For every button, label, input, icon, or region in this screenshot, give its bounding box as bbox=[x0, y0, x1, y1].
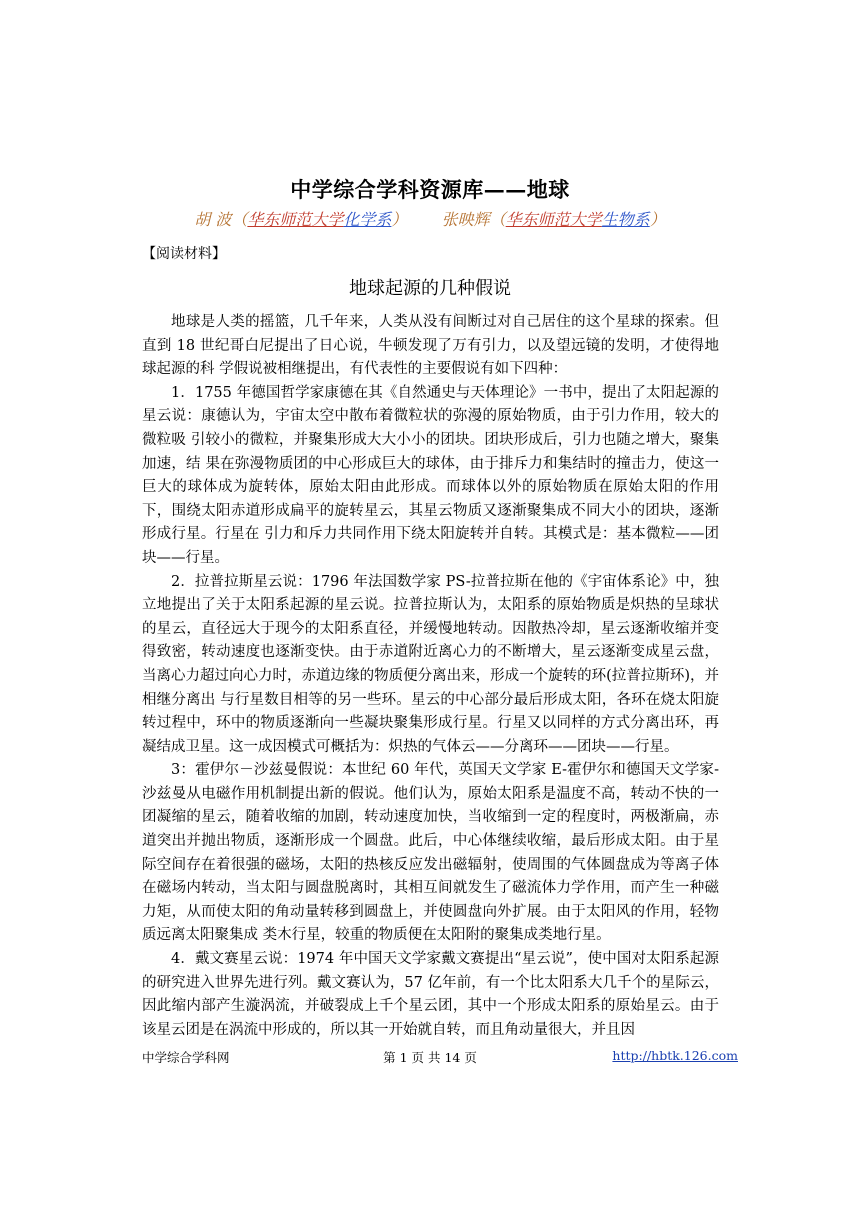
author-2-name: 张映辉 bbox=[441, 210, 490, 229]
paragraph-laplace: 2．拉普拉斯星云说：1796 年法国数学家 PS-拉普拉斯在他的《宇宙体系论》中，独立地提出了关于太阳系起源的星云说。拉普拉斯认为，太阳系的原始物质是炽热的呈球状的星云，直径远大于现今的太阳系直径，并缓慢地转动。因散热冷却，星云逐渐收缩并变得致密，转动速度也逐渐变快。由于赤道附近离心力的不断增大，星云逐渐变成星云盘，当离心力超过向心力时，赤道边缘的物质便分离出来，形成一个旋转的环(拉普拉斯环)，并相继分离出 与行星数目相等的另一些环。星云的中心部分最后形成太阳，各环在烧太阳旋转过程中，环中的物质逐渐向一些凝块聚集形成行星。行星又以同样的方式分离出环，再凝结成卫星。这一成因模式可概括为：炽热的气体云——分离环——团块——行星。 bbox=[142, 573, 719, 755]
document-title: 中学综合学科资源库——地球 bbox=[290, 177, 570, 202]
author-1-name: 胡 波 bbox=[194, 210, 232, 229]
paragraph-dai: 4．戴文赛星云说：1974 年中国天文学家戴文赛提出“星云说”，使中国对太阳系起源的研究进入世界先进行列。戴文赛认为，57 亿年前，有一个比太阳系大几千个的星际云，因此缩内部产生漩涡流，并破裂成上千个星云团，其中一个形成太阳系的原始星云。由于该星云团是在涡流中形成的，所以其一开始就自转，而且角动量很大，并且因 bbox=[142, 951, 719, 1038]
paragraph-hoyle: 3：霍伊尔－沙兹曼假说：本世纪 60 年代，英国天文学家 E-霍伊尔和德国天文学家-沙兹曼从电磁作用机制提出新的假说。他们认为，原始太阳系是温度不高，转动不快的一团凝缩的星云，随着收缩的加剧，转动速度加快，当收缩到一定的程度时，两极渐扁，赤道突出并抛出物质，逐渐形成一个圆盘。此后，中心体继续收缩，最后形成太阳。由于星际空间存在着很强的磁场，太阳的热核反应发出磁辐射，使周围的气体圆盘成为等离子体在磁场内转动，当太阳与圆盘脱离时，其相互间就发生了磁流体力学作用，而产生一种磁力矩，从而使太阳的角动量转移到圆盘上，并使圆盘向外扩展。由于太阳风的作用，轻物质远离太阳聚集成 类木行星，较重的物质便在太阳附的聚集成类地行星。 bbox=[142, 762, 719, 944]
author-2-org-link[interactable]: 华东师范大学 bbox=[505, 210, 602, 229]
footer-site-name: 中学综合学科网 bbox=[142, 1050, 230, 1065]
footer-page-number: 第 1 页 共 14 页 bbox=[383, 1050, 477, 1065]
paragraph-kant: 1．1755 年德国哲学家康德在其《自然通史与天体理论》一书中，提出了太阳起源的星云说：康德认为，宇宙太空中散布着微粒状的弥漫的原始物质，由于引力作用，较大的微粒吸 引较小的微粒，并聚集形成大大小小的团块。团块形成后，引力也随之增大，聚集加速，结 果在弥漫物质团的中心形成巨大的球体，由于排斥力和集结时的撞击力，使这一巨大的球体成为旋转体，原始太阳由此形成。而球体以外的原始物质在原始太阳的作用下，围绕太阳赤道形成扁平的旋转星云，其星云物质又逐渐聚集成不同大小的团块，逐渐形成行星。行星在 引力和斥力共同作用下绕太阳旋转并自转。其模式是：基本微粒——团块——行星。 bbox=[142, 384, 719, 566]
author-line: 胡 波（华东师范大学化学系） 张映辉（华东师范大学生物系） bbox=[194, 210, 666, 229]
author-1-org-link[interactable]: 华东师范大学 bbox=[247, 210, 344, 229]
author-1-dept-link[interactable]: 化学系 bbox=[343, 210, 392, 229]
paragraph-intro: 地球是人类的摇篮，几千年来，人类从没有间断过对自己居住的这个星球的探索。但直到 18 世纪哥白尼提出了日心说，牛顿发现了万有引力，以及望远镜的发明，才使得地球起源的科 学假说被相继提出，有代表性的主要假说有如下四种： bbox=[142, 314, 719, 378]
section-label: 【阅读材料】 bbox=[142, 246, 226, 262]
author-2-dept-link[interactable]: 生物系 bbox=[601, 210, 650, 229]
article-title: 地球起源的几种假说 bbox=[349, 278, 511, 299]
footer-url-link[interactable]: http://hbtk.126.com bbox=[612, 1048, 738, 1063]
article-body bbox=[142, 311, 719, 1042]
